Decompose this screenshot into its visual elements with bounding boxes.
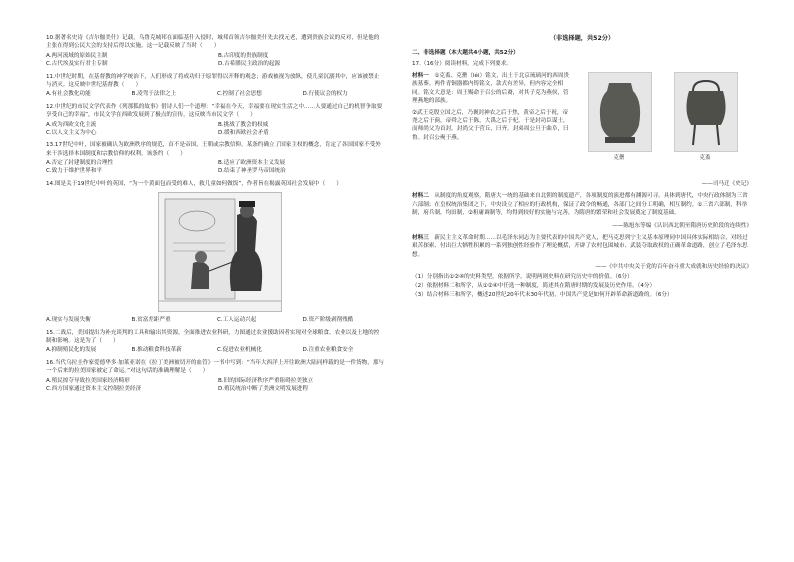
option-c: C.工人运动兴起 [217,317,257,324]
option-b: B.贫富差距严重 [131,317,171,324]
material-2 [412,192,752,217]
bronze-vessel-icon [589,73,651,151]
question-stem: 15.二战后，美国提出为补充谈判的工具和输出其资源，全面推进农业科研，力图通过农业援助因者实现对全球粮食、农业以及土地的控制和影响。这是为了（ ） [46,329,380,345]
option-b: B.凌驾于法律之上 [131,91,177,98]
option-d: D.行使议会的权力 [302,91,348,98]
sub-question-1: （1）分别指出①②④的史料类型，依据所学，说明两则史料在研究历史中的价值。（6分） [412,273,633,280]
option-a: A.现实与发展失衡 [46,317,91,324]
options [46,159,384,176]
option-b: B.古印度的贵族制度 [218,52,269,59]
bronze-vessel-icon [675,73,737,151]
option-d: D.古希腊民主政治的起源 [218,61,281,68]
cartoon-image [158,192,282,312]
option-a: A.成为西欧文化主流 [46,121,97,128]
material-label: 材料二 [412,193,429,200]
option-a: A.两河流域的原始民主制 [46,52,108,59]
option-b: B.旧的国际经济秩序严重阻碍拉美独立 [218,377,314,384]
question-12 [46,103,384,138]
material-text: 从制度的角度观察，隋唐大一统的基础来自北朝的制度遗产，各项制度的演进都有渊源可寻。具体到唐代，中央行政体制为三省六部制；在皇权统治集团之下，中央设立了相应的行政机构，保证了政令的畅通，各部门之间分工明确，相互制约。①三省六部制，科举制，府兵制，均田制，②租庸调制等，均得到较好的实施与完善，为隋唐的繁荣和社会发展奠定了制度基础。 [412,193,748,217]
options [46,377,384,394]
material-label: 材料一 [412,73,429,80]
material-1-text [412,72,572,145]
right-column [412,34,752,301]
bronze-vessel-left-image [588,72,652,152]
options [46,52,384,69]
material-1-item-1 [412,72,572,106]
option-c: C.西方国家通过资本主义控制拉美经济 [46,385,142,392]
options [46,316,384,324]
option-d: D.结束了神圣罗马帝国统治 [218,168,286,175]
bronze-left-caption: 克罍 [613,155,625,162]
option-d: D.殖民统治中断了美洲文明发展进程 [218,385,308,392]
material-text: ①克盉、克罍（léi）铭文，出土于北京琉璃河的西周贵族墓葬。两件青铜器都内铸铭文，款式有差异，但内容完全相同。铭文大意是：周王赐命于召公的后裔，对其子克为燕侯，管理燕地的部族。 [412,73,570,105]
question-11 [46,73,384,99]
options [46,121,384,138]
option-b: B.推动粮食科技革新 [131,347,182,354]
option-a: A.殖民掠夺导致拉美国家经济畸形 [46,377,130,384]
question-stem: 11.中世纪时期，在基督教的神学统治下，人们形成了将成功归于原罪得以开释的观念；游戏被视为放纵，使儿童沉溺其中，应该被禁止与消灭。这反映中世纪基督教（ ） [46,73,380,88]
options [46,346,384,354]
option-a: A.否定了封建制度的合理性 [46,160,114,167]
question-14 [46,180,384,325]
bronze-vessel-right-image [674,72,738,152]
material-3 [412,234,752,259]
option-b: B.适应了欧洲资本主义发展 [218,160,286,167]
section-header: （非选择题，共52分） [549,35,615,42]
question-10 [46,34,384,69]
option-c: C.控制了社会思想 [217,91,262,98]
option-c: C.古代埃及实行君主专制 [46,61,108,68]
question-stem: 10.据著名史诗《吉尔伽美什》记载，乌鲁克城邦在面临基什入侵时，城邦首领吉尔伽美什先去找元老，遭到贵族会议的反对，但是他的主张在得到公民大会的支持后得以实施。这一记载反映了当时（ ） [46,35,380,50]
question-stem: 16.当代乌拉圭作家爱德华多·加莱亚诺在《拉丁美洲被切开的血管》一书中写到：“当年大西洋上开往欧洲大陆同样载的是一件货物，那与一个后来的拉美国家被定了命运。”对这句话的准确理解是（ ） [46,359,385,375]
bronze-right-caption: 克盉 [699,155,711,162]
question-stem: 14.图是关于19世纪中叶的英国，“为一个黄面包而受的难人，救儿童如何做饭”，作者旨在揭露英国社会发展中（ ） [46,180,342,187]
sub-question-3: （3）结合材料三和所学，概述20世纪20年代末30年代初，中国共产党是如何开辟革命新道路的。（6分） [412,292,673,299]
material-1 [412,72,752,176]
option-c: C.促进农业机械化 [217,347,262,354]
option-d: D.缓和西欧社会矛盾 [218,129,269,136]
material-label: 材料三 [412,235,429,242]
sub-question-2: （2）依据材料二和所学，从①②④中任选一种制度，简述其在隋唐时期的发展及历史作用。（4分） [412,282,656,289]
option-b: B.挑战了教会的权威 [218,121,269,128]
option-d: D.资产阶级剥削残酷 [302,317,354,324]
section-title: 二、非选择题（本大题共4小题，共52分） [412,50,519,57]
question-16 [46,359,384,394]
material-3-source: ——《中共中央关于党的百年奋斗重大成就和历史经验的决议》 [595,264,752,271]
material-text: 新民主主义革命时期……以毛泽东同志为主要代表的中国共产党人，把马克思列宁主义基本原理同中国具体实际相结合，对经过艰苦探索、付出巨大牺牲积累的一系列独创性经验作了理论概括，开辟了农村包围城市、武装夺取政权的正确革命道路，创立了毛泽东思想。 [412,235,748,258]
option-d: D.注重农业粮食安全 [302,347,354,354]
material-2-source: ——陈旭东等编《认识西北朝至隋唐历史阶段的连续性》 [612,222,752,229]
material-1-item-2: ②武王克殷立国之后，乃褒封神农之后于焦，黄帝之后于祝，帝尧之后于蓟，帝舜之后于陈，大禹之后于杞。于是封功臣谋士，而师尚父为首封。封尚父于营丘，曰齐。封弟周公旦于曲阜，曰鲁。封召公奭于燕。 [412,109,569,141]
left-column [46,34,384,397]
sub-questions [412,273,752,300]
cartoon-illustration [159,193,281,311]
option-c: C.致力于维护世界和平 [46,168,103,175]
question-17-title: 17.（16分）阅读材料，完成下列要求。 [412,60,512,67]
question-stem: 13.17世纪中叶，国家被确认为欧洲秩序的规范，首不是帝国，王朝或宗教信仰。某条约确立了国家主权的概念，肯定了各国国家不受外来干涉选择本国制度和宗教信仰的权利。该条约（ ） [46,142,381,157]
question-15 [46,329,384,355]
options [46,90,384,98]
option-c: C.以人文主义为中心 [46,129,97,136]
question-13 [46,141,384,176]
material-1-source: ——司马迁《史记》 [701,181,752,188]
option-a: A.有社会教化功能 [46,91,91,98]
question-stem: 12.中世纪的市民文学代表作《列那狐的故事》借诗人们一个道理：“幸福在今天，幸福要在现实生活之中……人要通过自己的机智争取要享受自己的幸福”，市民文学在西欧发展到了极点的宣传，这反映当市民文学（ ） [46,103,383,119]
option-a: A.抑制殖民化的发展 [46,347,97,354]
